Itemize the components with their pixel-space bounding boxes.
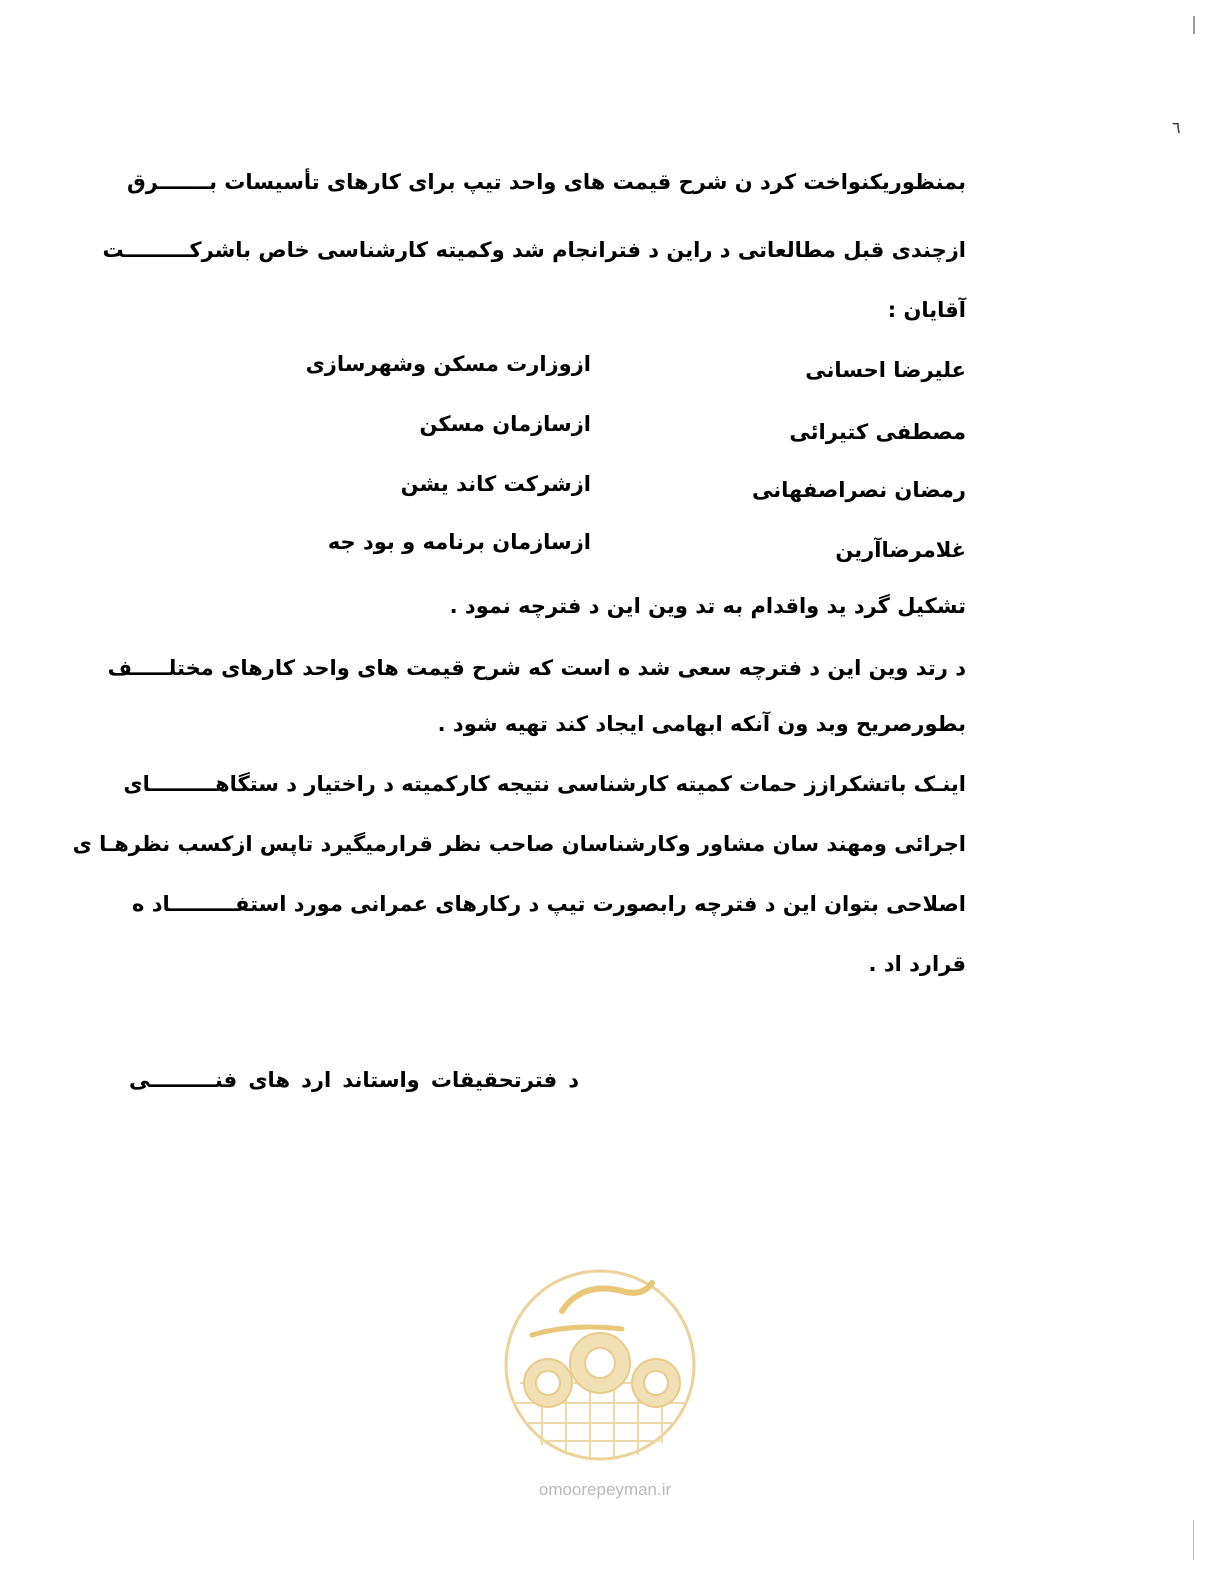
watermark-logo <box>502 1265 698 1465</box>
paragraph-1-line-2: بطورصریح وبد ون آنکه ابهامی ایجاد کند تهیه شود . <box>437 712 966 736</box>
member-org: ازسازمان مسکن <box>419 412 591 436</box>
paragraph-2-line-3: اصلاحی بتوان این د فترچه رابصورت تیپ د رکارهای عمرانی مورد استفـــــــــاد ه <box>131 892 966 916</box>
footer-signature: د فترتحقیقات واستاند ارد های فنـــــــــی <box>129 1068 579 1092</box>
paragraph-2-line-4: قرارد اد . <box>868 952 966 976</box>
member-name: غلامرضاآرین <box>835 538 966 562</box>
intro-line-2: ازچندی قبل مطالعاتی د راین د فترانجام شد وکمیته کارشناسی خاص باشرکـــــــــت <box>102 238 966 262</box>
page-number: ٦ <box>1172 118 1181 137</box>
member-org: ازسازمان برنامه و بود جه <box>327 530 591 554</box>
member-name: مصطفی کتیرائی <box>789 420 966 444</box>
paragraph-2-line-2: اجرائی ومهند سان مشاور وکارشناسان صاحب نظر قرارمیگیرد تاپس ازکسب نظرهـا ی <box>72 832 966 856</box>
member-org: ازشرکت کاند یشن <box>400 472 591 496</box>
member-name: رمضان نصراصفهانی <box>751 478 966 502</box>
watermark-url: omoorepeyman.ir <box>538 1480 672 1499</box>
binding-mark-bottom <box>1193 1520 1194 1560</box>
member-org: ازوزارت مسکن وشهرسازی <box>305 352 591 376</box>
intro-line-1: بمنظوریکنواخت کرد ن شرح قیمت های واحد تیپ برای کارهای تأسیسات بـــــــرق <box>126 170 966 194</box>
paragraph-2-line-1: اینـک باتشکرازز حمات کمیته کارشناسی نتیجه کارکمیته د راختیار د ستگاهـــــــــای <box>123 772 966 796</box>
binding-mark-top <box>1193 16 1195 34</box>
formed-line: تشکیل گرد ید واقدام به تد وین این د فترچه نمود . <box>449 594 966 618</box>
paragraph-1-line-1: د رتد وین این د فترچه سعی شد ه است که شرح قیمت های واحد کارهای مختلـــــف <box>107 656 966 680</box>
member-name: علیرضا احسانی <box>805 358 966 382</box>
salutation: آقایان : <box>887 298 966 322</box>
